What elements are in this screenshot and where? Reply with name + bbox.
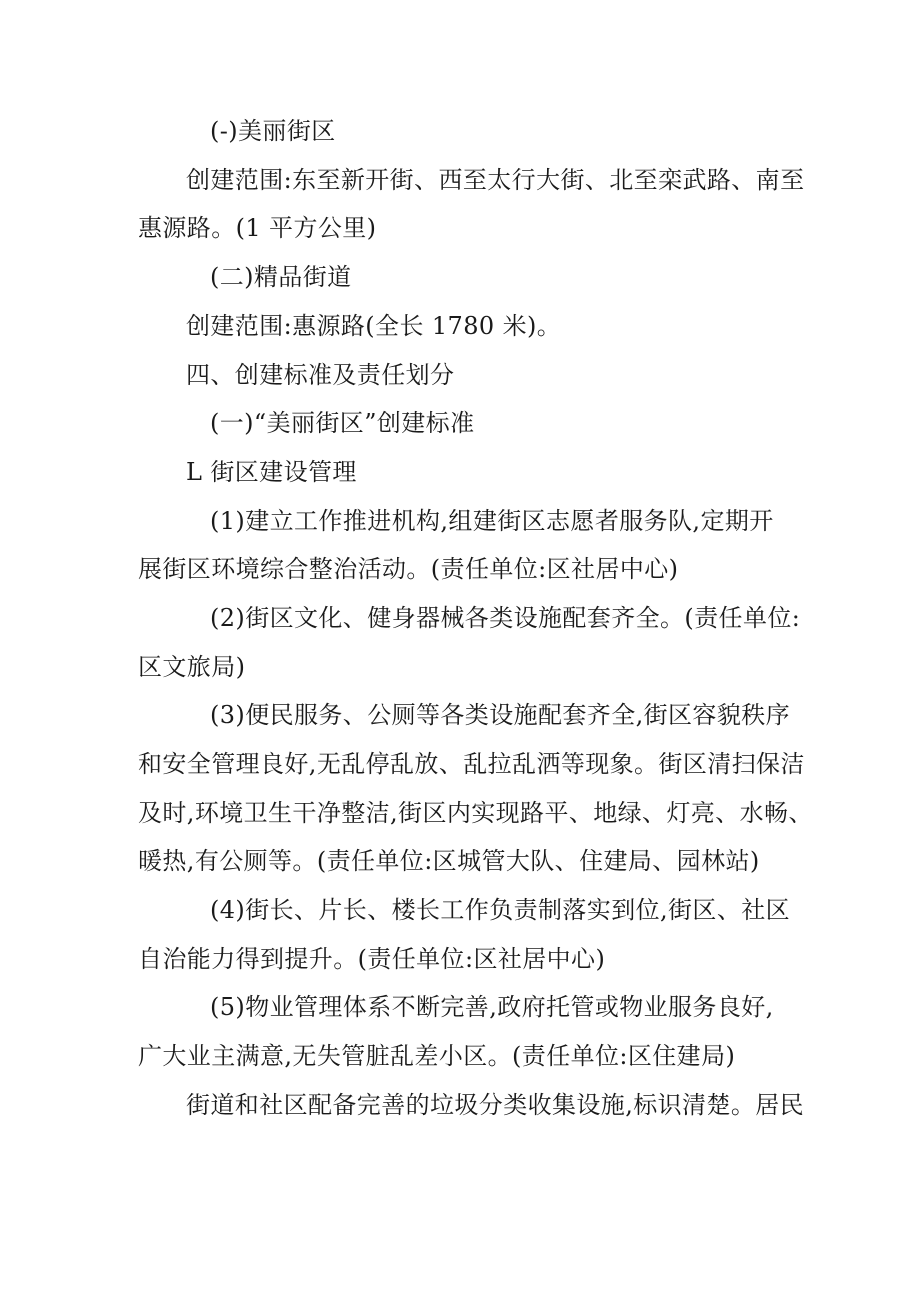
- list-item-line: 展街区环境综合整治活动。(责任单位:区社居中心): [138, 555, 679, 583]
- section-heading-quality-street: (二)精品街道: [210, 263, 352, 291]
- paragraph-line: 创建范围:惠源路(全长 1780 米)。: [186, 312, 562, 340]
- list-item-line: 及时,环境卫生干净整洁,街区内实现路平、地绿、灯亮、水畅、: [138, 799, 813, 827]
- list-item-line: 区文旅局): [138, 653, 246, 681]
- paragraph-line: 创建范围:东至新开街、西至太行大街、北至栾武路、南至: [186, 166, 805, 194]
- list-item-line: (3)便民服务、公厕等各类设施配套齐全,街区容貌秩序: [210, 701, 791, 729]
- paragraph-line: 惠源路。(1 平方公里): [138, 214, 377, 242]
- list-item-line: (5)物业管理体系不断完善,政府托管或物业服务良好,: [210, 993, 774, 1021]
- paragraph-line: 街道和社区配备完善的垃圾分类收集设施,标识清楚。居民: [186, 1091, 805, 1119]
- list-item-line: 暖热,有公厕等。(责任单位:区城管大队、住建局、园林站): [138, 847, 760, 875]
- list-item-line: 自治能力得到提升。(责任单位:区社居中心): [138, 945, 606, 973]
- subsection-heading: L 街区建设管理: [186, 458, 357, 486]
- section-heading-standards: 四、创建标准及责任划分: [186, 361, 455, 389]
- list-item-line: (4)街长、片长、楼长工作负责制落实到位,街区、社区: [210, 896, 791, 924]
- subsection-heading: (一)“美丽街区”创建标准: [210, 409, 475, 437]
- list-item-line: (1)建立工作推进机构,组建街区志愿者服务队,定期开: [210, 507, 774, 535]
- section-heading-beautiful-block: (-)美丽街区: [210, 117, 336, 145]
- list-item-line: 和安全管理良好,无乱停乱放、乱拉乱洒等现象。街区清扫保洁: [138, 750, 805, 778]
- list-item-line: 广大业主满意,无失管脏乱差小区。(责任单位:区住建局): [138, 1042, 736, 1070]
- list-item-line: (2)街区文化、健身器械各类设施配套齐全。(责任单位:: [210, 604, 801, 632]
